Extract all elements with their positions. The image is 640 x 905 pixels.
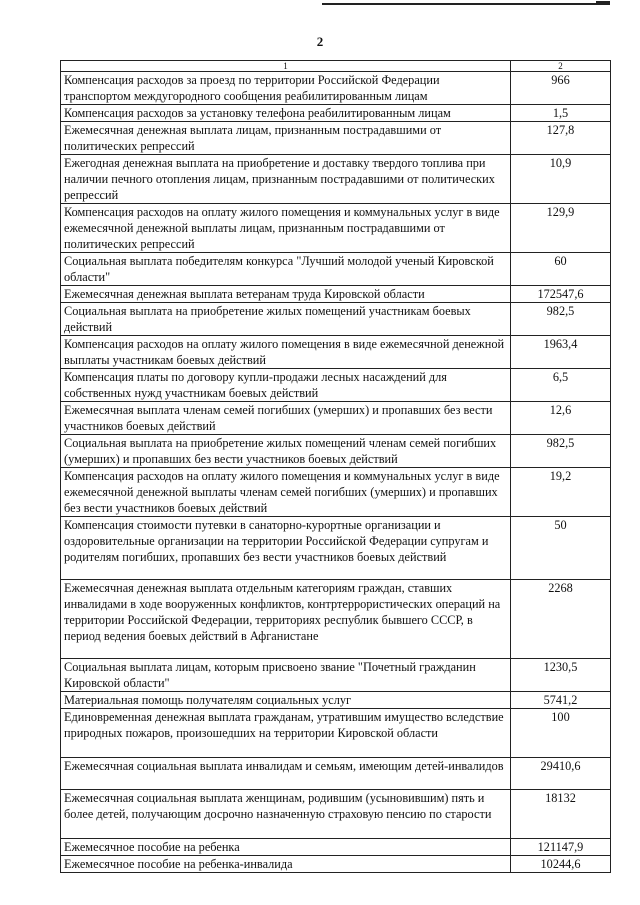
table-row [61,286,611,303]
row-name-cell: Компенсация расходов за проезд по территории Российской Федерации транспортом междугородного сообщения реабилитированным лицам [61,72,511,105]
table-row [61,839,611,856]
table-row [61,468,611,517]
table-row [61,155,611,204]
row-name-cell: Социальная выплата победителям конкурса "Лучший молодой ученый Кировской области" [61,253,511,286]
row-name-cell: Компенсация расходов за установку телефона реабилитированным лицам [61,105,511,122]
table-row [61,758,611,790]
table-row [61,303,611,336]
row-name-cell: Материальная помощь получателям социальных услуг [61,692,511,709]
table-header-row [61,61,611,72]
row-value-cell: 129,9 [511,204,611,253]
row-value-cell: 1,5 [511,105,611,122]
row-value-cell: 127,8 [511,122,611,155]
row-name-cell: Ежегодная денежная выплата на приобретение и доставку твердого топлива при наличии печного отопления лицам, признанным пострадавшими от политических репрессий [61,155,511,204]
row-name-cell: Компенсация платы по договору купли-продажи лесных насаждений для собственных нужд участникам боевых действий [61,369,511,402]
row-value-cell: 12,6 [511,402,611,435]
row-value-cell: 10244,6 [511,856,611,873]
row-name-cell: Ежемесячная социальная выплата инвалидам и семьям, имеющим детей-инвалидов [61,758,511,790]
table-row [61,435,611,468]
payments-table [60,60,611,873]
row-name-cell: Компенсация расходов на оплату жилого помещения в виде ежемесячной денежной выплаты участникам боевых действий [61,336,511,369]
table-row [61,105,611,122]
table-row [61,402,611,435]
page-number: 2 [316,34,324,49]
row-value-cell: 6,5 [511,369,611,402]
row-value-cell: 1230,5 [511,659,611,692]
row-name-cell: Единовременная денежная выплата гражданам, утратившим имущество вследствие природных пожаров, произошедших на территории Кировской области [61,709,511,758]
scan-artifact-mark [596,1,610,4]
row-value-cell: 982,5 [511,435,611,468]
row-name-cell: Ежемесячная социальная выплата женщинам, родившим (усыновившим) пять и более детей, получающим досрочно назначенную страховую пенсию по старости [61,790,511,839]
table-row [61,204,611,253]
row-name-cell: Ежемесячное пособие на ребенка-инвалида [61,856,511,873]
row-value-cell: 121147,9 [511,839,611,856]
row-name-cell: Социальная выплата лицам, которым присвоено звание "Почетный гражданин Кировской области" [61,659,511,692]
table-row [61,790,611,839]
row-value-cell: 966 [511,72,611,105]
row-value-cell: 100 [511,709,611,758]
row-value-cell: 60 [511,253,611,286]
row-name-cell: Ежемесячная денежная выплата отдельным категориям граждан, ставших инвалидами в ходе вооруженных конфликтов, контртеррористических операций на территории Российской Федерации, территориях республик бывшего СССР, в период ведения боевых действий в Афганистане [61,580,511,659]
table-row [61,369,611,402]
scan-artifact-line [322,3,610,5]
row-name-cell: Ежемесячная денежная выплата лицам, признанным пострадавшими от политических репрессий [61,122,511,155]
row-name-cell: Социальная выплата на приобретение жилых помещений участникам боевых действий [61,303,511,336]
table-row [61,72,611,105]
table-row [61,709,611,758]
row-name-cell: Социальная выплата на приобретение жилых помещений членам семей погибших (умерших) и пропавших без вести участников боевых действий [61,435,511,468]
row-value-cell: 982,5 [511,303,611,336]
table-row [61,659,611,692]
table-row [61,580,611,659]
row-value-cell: 19,2 [511,468,611,517]
row-value-cell: 18132 [511,790,611,839]
table-body [61,61,611,873]
row-name-cell: Ежемесячная денежная выплата ветеранам труда Кировской области [61,286,511,303]
row-value-cell: 172547,6 [511,286,611,303]
row-value-cell: 5741,2 [511,692,611,709]
row-value-cell: 10,9 [511,155,611,204]
table-row [61,336,611,369]
table-row [61,253,611,286]
row-name-cell: Ежемесячное пособие на ребенка [61,839,511,856]
row-name-cell: Компенсация стоимости путевки в санаторно-курортные организации и оздоровительные организации на территории Российской Федерации супругам и родителям погибших, пропавших без вести участников боевых действий [61,517,511,580]
column-header-2: 2 [511,61,611,72]
table-row [61,122,611,155]
table-row [61,692,611,709]
table-row [61,856,611,873]
row-value-cell: 1963,4 [511,336,611,369]
column-header-1: 1 [61,61,511,72]
row-value-cell: 2268 [511,580,611,659]
row-name-cell: Компенсация расходов на оплату жилого помещения и коммунальных услуг в виде ежемесячной денежной выплаты лицам, признанным пострадавшими от политических репрессий [61,204,511,253]
row-name-cell: Компенсация расходов на оплату жилого помещения и коммунальных услуг в виде ежемесячной денежной выплаты членам семей погибших (умерших) и пропавших без вести участников боевых действий [61,468,511,517]
row-name-cell: Ежемесячная выплата членам семей погибших (умерших) и пропавших без вести участников боевых действий [61,402,511,435]
row-value-cell: 50 [511,517,611,580]
table-row [61,517,611,580]
row-value-cell: 29410,6 [511,758,611,790]
